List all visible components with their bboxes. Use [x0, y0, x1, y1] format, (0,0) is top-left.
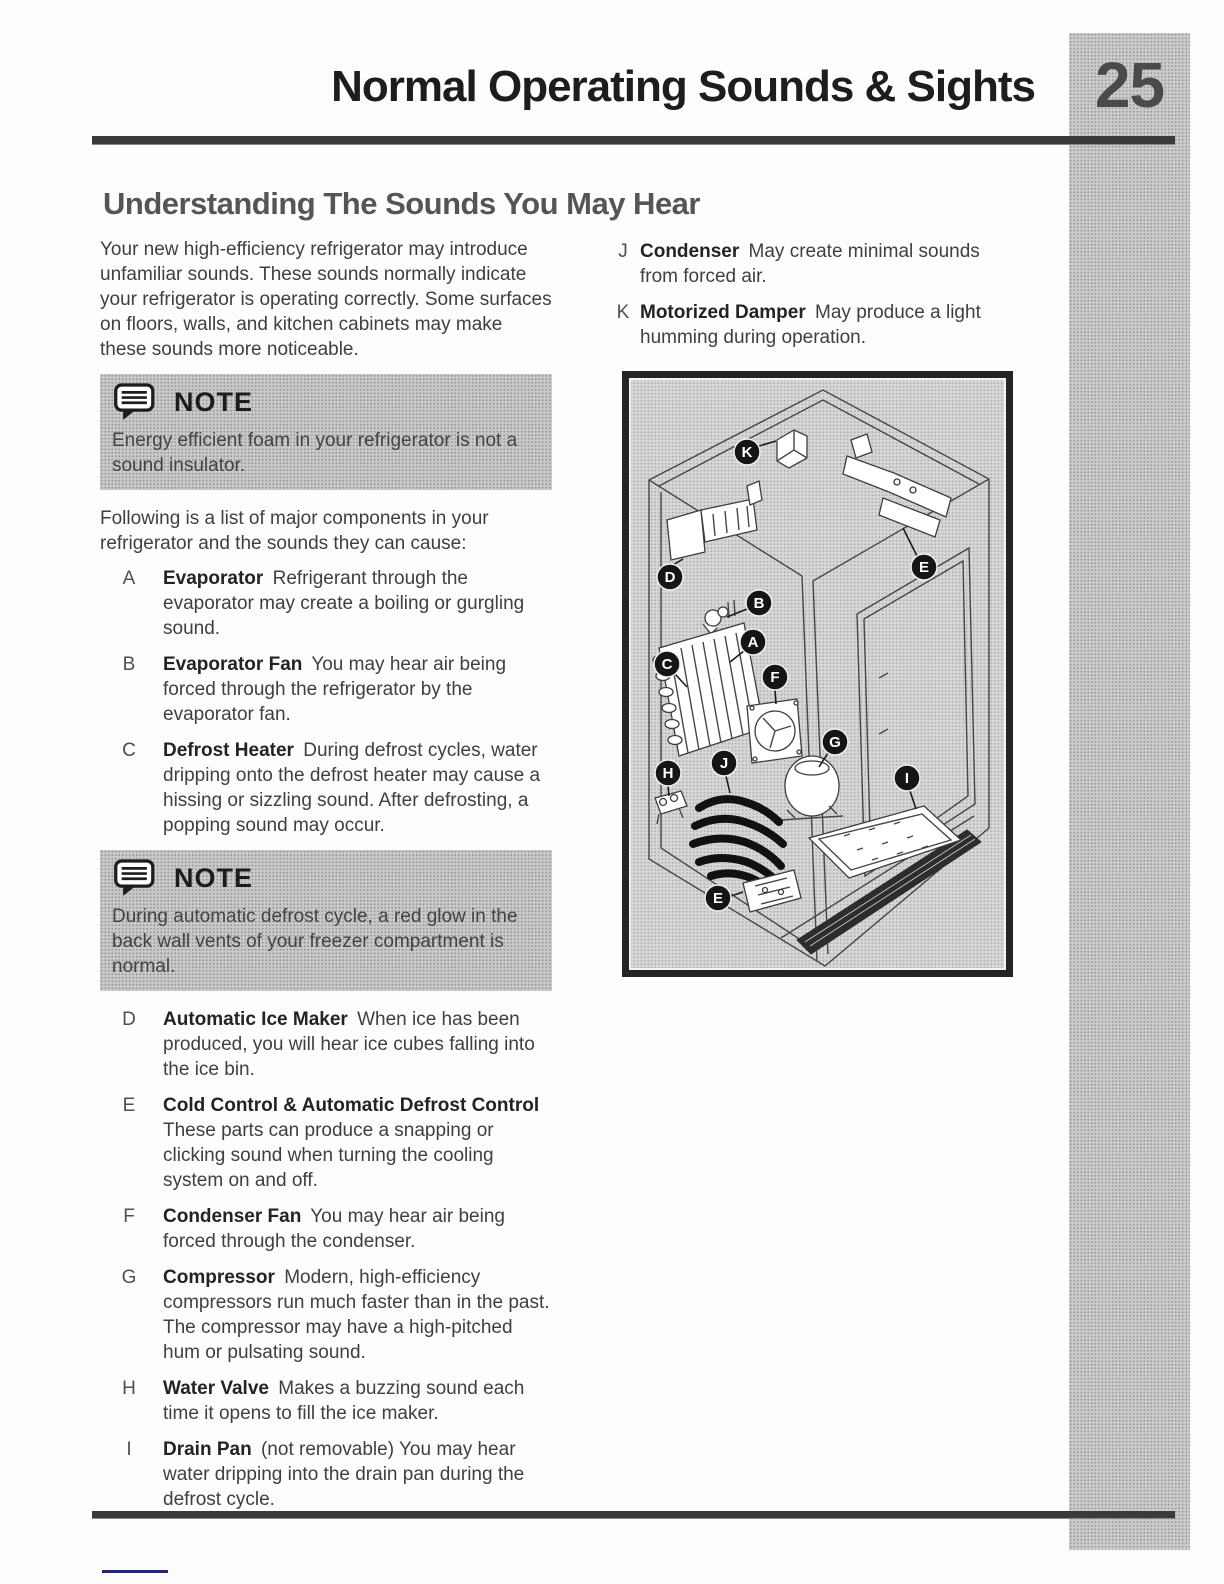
callout-a: A [747, 634, 759, 651]
item-letter: H [122, 1378, 136, 1399]
component-item-h [100, 1376, 552, 1426]
item-name: Evaporator [163, 568, 264, 589]
item-body [163, 1093, 552, 1193]
item-description: These parts can produce a snapping or clicking sound when turning the cooling system on and off. [163, 1120, 494, 1191]
callout-e-top: E [918, 559, 930, 576]
item-name: Automatic Ice Maker [163, 1009, 348, 1030]
component-item-f [100, 1204, 552, 1254]
intro-paragraph: Your new high-efficiency refrigerator may introduce unfamiliar sounds. These sounds normally indicate your refrigerator is operating correctly. Some surfaces on floors, walls, and kitchen cabinets may make these sounds more noticeable. [100, 239, 552, 360]
item-description: Modern, high-efficiency compressors run much faster than in the past. The compressor may have a high-pitched hum or pulsating sound. [163, 1267, 550, 1363]
note-box-2 [100, 850, 552, 991]
callout-i: I [904, 770, 910, 787]
title-divider-rule [92, 136, 1175, 144]
item-name: Condenser Fan [163, 1206, 302, 1227]
callout-b: B [753, 595, 765, 612]
item-description: Makes a buzzing sound each time it opens to fill the ice maker. [163, 1378, 525, 1424]
item-letter: J [618, 241, 628, 262]
item-description: You may hear air being forced through the refrigerator by the evaporator fan. [163, 654, 507, 725]
item-description: When ice has been produced, you will hear ice cubes falling into the ice bin. [163, 1009, 535, 1080]
item-description: May produce a light humming during operation. [640, 302, 981, 348]
item-description: May create minimal sounds from forced air. [640, 241, 980, 287]
section-heading: Understanding The Sounds You May Hear [103, 186, 700, 221]
callout-h: H [662, 765, 674, 782]
component-item-i [100, 1437, 552, 1512]
item-description: During defrost cycles, water dripping onto the defrost heater may cause a hissing or sizzling sound. After defrosting, a popping sound may occur. [163, 740, 541, 836]
note-header [112, 382, 540, 422]
item-name: Water Valve [163, 1378, 269, 1399]
item-letter: I [126, 1439, 132, 1460]
item-body [163, 1376, 552, 1426]
item-letter: K [616, 302, 630, 323]
note-label: NOTE [174, 862, 254, 893]
refrigerator-components-diagram [622, 371, 1013, 977]
item-body [163, 1437, 552, 1512]
item-name: Cold Control & Automatic Defrost Control [163, 1095, 540, 1116]
item-body [163, 1204, 552, 1254]
item-name: Compressor [163, 1267, 275, 1288]
item-letter: B [122, 654, 136, 675]
item-letter: A [122, 568, 136, 589]
note-header [112, 858, 540, 898]
item-description: Refrigerant through the evaporator may create a boiling or gurgling sound. [163, 568, 525, 639]
component-item-a [100, 566, 552, 641]
footer-divider-rule [92, 1511, 1175, 1518]
callout-f: F [770, 669, 780, 686]
item-name: Evaporator Fan [163, 654, 303, 675]
speech-bubble-note-icon [112, 382, 158, 422]
page-edge-strip [1069, 33, 1190, 1550]
item-body [163, 566, 552, 641]
callout-g: G [829, 734, 841, 751]
item-body [640, 239, 1006, 289]
item-body [163, 1265, 552, 1365]
item-name: Condenser [640, 241, 740, 262]
item-body [640, 300, 1006, 350]
right-column [610, 239, 1006, 361]
callout-d: D [664, 569, 676, 586]
item-letter: C [122, 740, 136, 761]
component-item-k [610, 300, 1006, 350]
item-body [163, 1007, 552, 1082]
callout-c: C [661, 656, 673, 673]
note-label: NOTE [174, 386, 254, 417]
note-box-1 [100, 374, 552, 490]
component-item-g [100, 1265, 552, 1365]
item-description: You may hear air being forced through the condenser. [163, 1206, 505, 1252]
refrigerator-cutaway-drawing [629, 378, 1006, 970]
component-item-e [100, 1093, 552, 1193]
item-letter: F [123, 1206, 135, 1227]
page-number: 25 [1094, 49, 1165, 121]
component-item-d [100, 1007, 552, 1082]
left-column [100, 237, 552, 1523]
item-name: Defrost Heater [163, 740, 294, 761]
item-letter: G [121, 1267, 137, 1288]
callout-k: K [741, 444, 753, 461]
item-body [163, 652, 552, 727]
item-description: (not removable) You may hear water dripping into the drain pan during the defrost cycle. [163, 1439, 525, 1510]
note-text: Energy efficient foam in your refrigerator is not a sound insulator. [112, 430, 518, 476]
component-item-c [100, 738, 552, 838]
item-letter: D [122, 1009, 136, 1030]
component-item-b [100, 652, 552, 727]
callout-e-bottom: E [712, 890, 724, 907]
item-letter: E [122, 1095, 136, 1116]
component-item-j [610, 239, 1006, 289]
speech-bubble-note-icon [112, 858, 158, 898]
note-text: During automatic defrost cycle, a red glow in the back wall vents of your freezer compartment is normal. [112, 906, 518, 977]
item-body [163, 738, 552, 838]
callout-j: J [719, 755, 729, 772]
page-title: Normal Operating Sounds & Sights [331, 62, 1035, 111]
item-name: Motorized Damper [640, 302, 806, 323]
item-name: Drain Pan [163, 1439, 252, 1460]
list-intro-paragraph: Following is a list of major components in your refrigerator and the sounds they can cause: [100, 508, 489, 554]
footer-mark-line [102, 1570, 168, 1573]
